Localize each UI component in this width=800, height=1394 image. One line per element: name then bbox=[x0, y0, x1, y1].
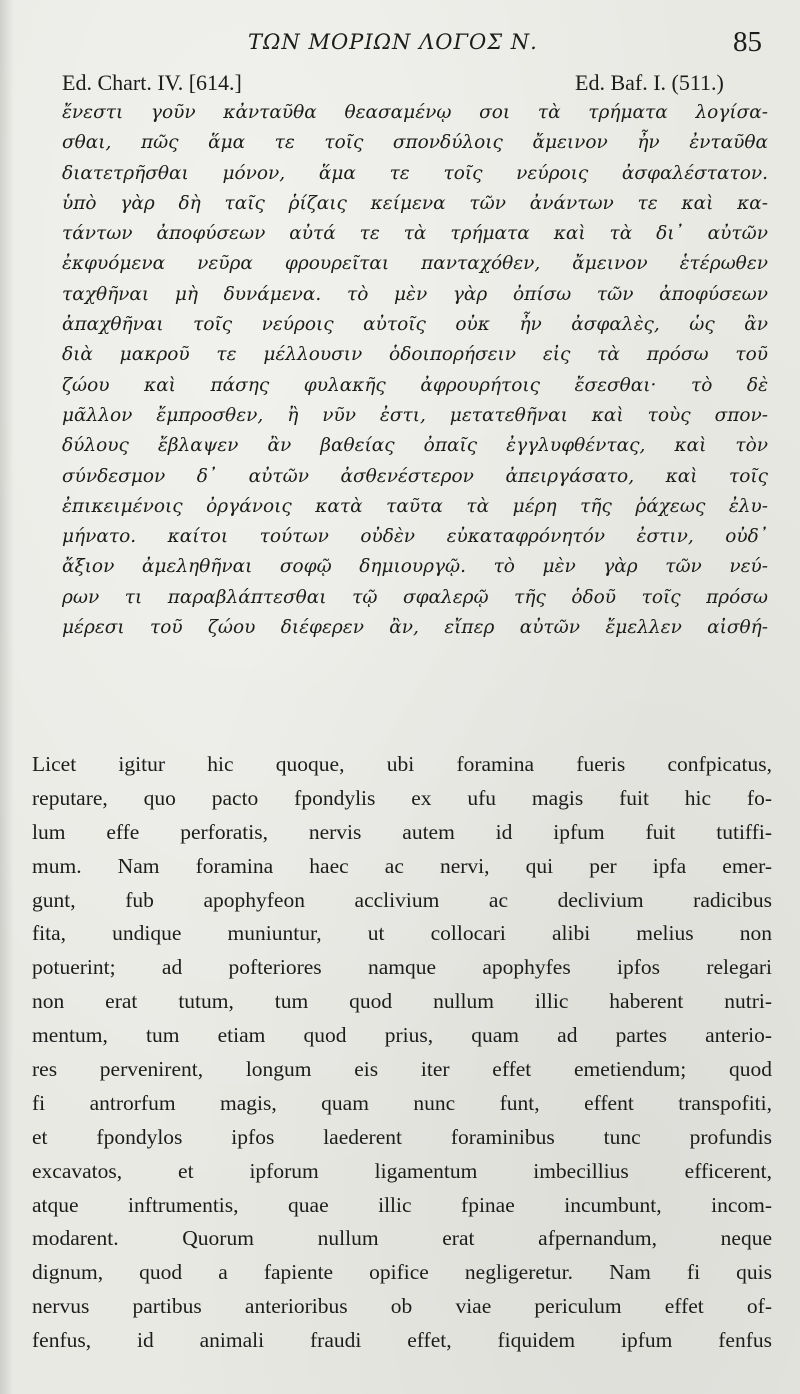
greek-line: ταχθῆναι μὴ δυνάμενα. τὸ μὲν γὰρ ὀπίσω τῶν ἀποφύσεων bbox=[62, 283, 768, 305]
latin-line: fita, undique muniuntur, ut collocari alibi melius non bbox=[32, 921, 772, 946]
greek-line: ἄξιον ἀμεληθῆναι σοφῷ δημιουργῷ. τὸ μὲν γὰρ τῶν νεύ- bbox=[62, 556, 768, 578]
page-number: 85 bbox=[733, 26, 762, 58]
latin-line: fenfus, id animali fraudi effet, fiquidem ipfum fenfus bbox=[32, 1328, 772, 1353]
greek-line: τάντων ἀποφύσεων αὐτά τε τὰ τρήματα καὶ τὰ δι᾽ αὐτῶν bbox=[62, 223, 768, 245]
edition-chartier-reference: Ed. Chart. IV. [614.] bbox=[62, 70, 242, 95]
greek-line: δύλους ἔβλαψεν ἂν βαθείας ὀπαῖς ἐγγλυφθέντας, καὶ τὸν bbox=[62, 435, 768, 457]
greek-line: ἔνεστι γοῦν κἀνταῦθα θεασαμένῳ σοι τὰ τρήματα λογίσα- bbox=[62, 102, 768, 123]
latin-line: modarent. Quorum nullum erat afpernandum, neque bbox=[32, 1226, 772, 1251]
greek-line: ἐπικειμένοις ὀργάνοις κατὰ ταῦτα τὰ μέρη τῆς ῥάχεως ἐλυ- bbox=[62, 495, 768, 517]
edition-basel-reference: Ed. Baf. I. (511.) bbox=[575, 70, 724, 95]
latin-line: nervus partibus anterioribus ob viae periculum effet of- bbox=[32, 1294, 772, 1319]
latin-line: mentum, tum etiam quod prius, quam ad partes anterio- bbox=[32, 1023, 772, 1048]
greek-line: ἀπαχθῆναι τοῖς νεύροις αὐτοῖς οὐκ ἦν ἀσφαλὲς, ὡς ἂν bbox=[62, 314, 768, 336]
latin-line: mum. Nam foramina haec ac nervi, qui per ipfa emer- bbox=[32, 853, 772, 878]
latin-line: Licet igitur hic quoque, ubi foramina fueris confpicatus, bbox=[32, 752, 772, 776]
latin-line: dignum, quod a fapiente opifice negligeretur. Nam fi quis bbox=[32, 1260, 772, 1285]
greek-line: ἐκφυόμενα νεῦρα φρουρεῖται πανταχόθεν, ἄμεινον ἑτέρωθεν bbox=[62, 253, 768, 275]
latin-line: gunt, fub apophyfeon acclivium ac declivium radicibus bbox=[32, 887, 772, 912]
greek-line: σύνδεσμον δ᾽ αὐτῶν ἀσθενέστερον ἀπειργάσατο, καὶ τοῖς bbox=[62, 465, 768, 487]
latin-line: et fpondylos ipfos laederent foraminibus tunc profundis bbox=[32, 1124, 772, 1149]
greek-line: σθαι, πῶς ἅμα τε τοῖς σπονδύλοις ἄμεινον ἦν ἐνταῦθα bbox=[62, 132, 768, 154]
greek-line: διὰ μακροῦ τε μέλλουσιν ὁδοιπορήσειν εἰς τὰ πρόσω τοῦ bbox=[62, 344, 768, 366]
latin-line: res pervenirent, longum eis iter effet emetiendum; quod bbox=[32, 1057, 772, 1082]
latin-line: atque inftrumentis, quae illic fpinae incumbunt, incom- bbox=[32, 1192, 772, 1217]
latin-line: non erat tutum, tum quod nullum illic haberent nutri- bbox=[32, 989, 772, 1014]
greek-line: μᾶλλον ἔμπροσθεν, ἢ νῦν ἐστι, μετατεθῆναι καὶ τοὺς σπον- bbox=[62, 404, 768, 426]
greek-line: μέρεσι τοῦ ζώου διέφερεν ἂν, εἴπερ αὐτῶν ἔμελλεν αἰσθή- bbox=[62, 617, 768, 639]
page-gutter-shadow bbox=[0, 0, 14, 1394]
greek-text-block bbox=[62, 98, 768, 643]
latin-text-block bbox=[32, 748, 772, 1358]
greek-line: ὑπὸ γὰρ δὴ ταῖς ῥίζαις κείμενα τῶν ἀνάντων τε καὶ κα- bbox=[62, 192, 768, 214]
greek-line: μήνατο. καίτοι τούτων οὐδὲν εὐκαταφρόνητόν ἐστιν, οὐδ᾽ bbox=[62, 526, 768, 548]
running-title: ΤΩΝ ΜΟΡΙΩΝ ΛΟΓΟΣ Ν. bbox=[248, 30, 538, 54]
running-head bbox=[0, 26, 800, 62]
edition-reference-line bbox=[0, 70, 800, 100]
greek-line: ρων τι παραβλάπτεσθαι τῷ σφαλερῷ τῆς ὁδοῦ τοῖς πρόσω bbox=[62, 586, 768, 608]
latin-line: reputare, quo pacto fpondylis ex ufu magis fuit hic fo- bbox=[32, 785, 772, 810]
latin-line: fi antrorfum magis, quam nunc funt, effent transpofiti, bbox=[32, 1090, 772, 1115]
latin-line: lum effe perforatis, nervis autem id ipfum fuit tutiffi- bbox=[32, 819, 772, 844]
latin-line: excavatos, et ipforum ligamentum imbecillius efficerent, bbox=[32, 1158, 772, 1183]
greek-line: ζώου καὶ πάσης φυλακῆς ἀφρουρήτοις ἔσεσθαι· τὸ δὲ bbox=[62, 374, 768, 396]
greek-line: διατετρῆσθαι μόνον, ἅμα τε τοῖς νεύροις ἀσφαλέστατον. bbox=[62, 162, 768, 184]
latin-line: potuerint; ad pofteriores namque apophyfes ipfos relegari bbox=[32, 955, 772, 980]
